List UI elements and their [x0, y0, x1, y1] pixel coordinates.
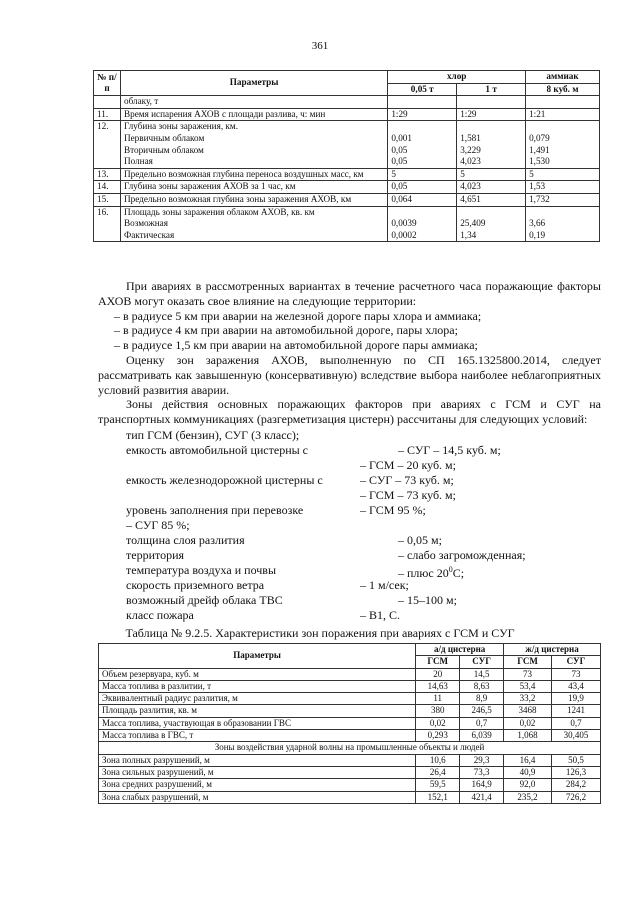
row-value: 0,7 [460, 717, 504, 729]
row-value-chlor-1: 1:29 [457, 108, 526, 121]
condition-value: – 0,05 м; [398, 532, 442, 547]
col-sug-header: СУГ [552, 656, 601, 668]
row-value: 53,4 [504, 680, 552, 692]
row-value: 284,2 [552, 779, 601, 791]
condition-value: – СУГ – 14,5 куб. м; [398, 442, 501, 457]
col-ammonia-sub: 8 куб. м [526, 83, 600, 96]
condition-value: – 1 м/сек; [360, 577, 409, 592]
row-param: Предельно возможная глубина зоны заражения АХОВ, км [120, 193, 387, 206]
section-row [99, 742, 601, 754]
paragraph: При авариях в рассмотренных вариантах в течение расчетного часа поражающие факторы АХОВ могут оказать свое влияние на следующие территории: [98, 279, 601, 308]
table-row [99, 791, 601, 803]
row-number: 15. [94, 193, 121, 206]
row-value-chlor-005: 0,064 [388, 193, 457, 206]
condition-label: скорость приземного ветра [126, 577, 265, 592]
row-param: Эквивалентный радиус разлития, м [99, 693, 416, 705]
col-chlor-sub2: 1 т [457, 83, 526, 96]
table-row [99, 680, 601, 692]
row-value: 421,4 [460, 791, 504, 803]
col-sug-header: СУГ [460, 656, 504, 668]
conditions-list [98, 428, 601, 623]
condition-label: класс пожара [126, 607, 194, 622]
row-value: 10,6 [416, 754, 460, 766]
row-param: Зона полных разрушений, м [99, 754, 416, 766]
table-row [99, 668, 601, 680]
row-value: 152,1 [416, 791, 460, 803]
row-param: Масса топлива в разлитии, т [99, 680, 416, 692]
table-row [99, 754, 601, 766]
condition-value: – ГСМ 95 %; [360, 502, 426, 517]
row-value-chlor-005: 0,05 [388, 181, 457, 194]
condition-value: – ГСМ – 20 куб. м; [360, 457, 456, 472]
table-row [94, 168, 600, 181]
col-num-header: № п/п [94, 71, 121, 96]
row-value: 380 [416, 705, 460, 717]
row-value-chlor-005: 5 [388, 168, 457, 181]
table-header-row [99, 644, 601, 656]
row-value: 50,5 [552, 754, 601, 766]
condition-value: – СУГ 85 %; [126, 517, 190, 532]
row-value: 73,3 [460, 766, 504, 778]
table-row [94, 206, 600, 242]
row-value: 16,4 [504, 754, 552, 766]
condition-label: емкость железнодорожной цистерны с [126, 472, 323, 487]
col-params-header: Параметры [99, 644, 416, 669]
condition-row [98, 503, 601, 518]
row-value: 0,02 [416, 717, 460, 729]
condition-label: возможный дрейф облака ТВС [126, 592, 283, 607]
row-value: 6,039 [460, 730, 504, 742]
row-value: 1241 [552, 705, 601, 717]
row-value-ammonia: 1:21 [526, 108, 600, 121]
row-number: 14. [94, 181, 121, 194]
row-value: 14,5 [460, 668, 504, 680]
condition-row [98, 428, 601, 443]
condition-label: температура воздуха и почвы [126, 562, 277, 577]
table-row [94, 181, 600, 194]
row-value-ammonia: 1,732 [526, 193, 600, 206]
condition-row [98, 518, 601, 533]
row-number: 11. [94, 108, 121, 121]
section-title: Зоны воздействия ударной волны на промышленные объекты и людей [99, 742, 601, 754]
row-value: 73 [552, 668, 601, 680]
condition-value: – СУГ – 73 куб. м; [360, 472, 454, 487]
condition-value: – ГСМ – 73 куб. м; [360, 487, 456, 502]
row-value-chlor-1: 25,409 1,34 [457, 206, 526, 242]
row-value-ammonia: 0,079 1,491 1,530 [526, 121, 600, 168]
paragraph: Оценку зон заражения АХОВ, выполненную по СП 165.1325800.2014, следует рассматривать как завышенную (консервативную) вследствие выбора наиболее неблагоприятных условий развития аварии. [98, 352, 601, 397]
fuel-hazard-table [98, 643, 601, 804]
list-item: – в радиусе 1,5 км при аварии на автомобильной дороге пары аммиака; [114, 338, 478, 353]
condition-row [98, 473, 601, 488]
col-rail-header: ж/д цистерна [504, 644, 601, 656]
row-value-chlor-1: 5 [457, 168, 526, 181]
table-row [99, 730, 601, 742]
row-param: Площадь зоны заражения облаком АХОВ, кв. км Возможная Фактическая [120, 206, 387, 242]
row-number: 13. [94, 168, 121, 181]
row-value: 40,9 [504, 766, 552, 778]
row-value-chlor-1: 4,023 [457, 181, 526, 194]
row-value: 3468 [504, 705, 552, 717]
row-param: Глубина зоны заражения, км. Первичным облаком Вторичным облаком Полная [120, 121, 387, 168]
table-row [94, 108, 600, 121]
row-param: Время испарения АХОВ с площади разлива, ч: мин [120, 108, 387, 121]
row-value: 126,3 [552, 766, 601, 778]
row-value-chlor-005: 0,001 0,05 0,05 [388, 121, 457, 168]
row-value: 0,7 [552, 717, 601, 729]
table-caption: Таблица № 9.2.5. Характеристики зон поражения при авариях с ГСМ и СУГ [125, 626, 515, 640]
condition-value: – 15–100 м; [398, 592, 457, 607]
row-value: 20 [416, 668, 460, 680]
row-param: облаку, т [120, 96, 387, 109]
condition-label: уровень заполнения при перевозке [126, 502, 304, 517]
condition-row [98, 608, 601, 623]
condition-row [98, 563, 601, 578]
row-param: Объем резервуара, куб. м [99, 668, 416, 680]
row-number: 12. [94, 121, 121, 168]
row-value: 8,9 [460, 693, 504, 705]
col-auto-header: а/д цистерна [416, 644, 504, 656]
row-value-ammonia: 1,53 [526, 181, 600, 194]
condition-label: территория [126, 547, 185, 562]
condition-value: – плюс $20^0С$; [398, 564, 465, 580]
condition-row [98, 458, 601, 473]
table-row [99, 779, 601, 791]
row-value: 92,0 [504, 779, 552, 791]
condition-row [98, 593, 601, 608]
row-value-chlor-005: 0,0039 0,0002 [388, 206, 457, 242]
condition-row [98, 533, 601, 548]
condition-row [98, 548, 601, 563]
row-value: 235,2 [504, 791, 552, 803]
body-text [98, 279, 601, 623]
col-gsm-header: ГСМ [504, 656, 552, 668]
row-value-chlor-1: 1,581 3,229 4,023 [457, 121, 526, 168]
condition-label: емкость автомобильной цистерны с [126, 442, 309, 457]
row-value: 43,4 [552, 680, 601, 692]
row-value: 14,63 [416, 680, 460, 692]
row-param: Масса топлива в ГВС, т [99, 730, 416, 742]
paragraph: Зоны действия основных поражающих факторов при авариях с ГСМ и СУГ на транспортных коммуникациях (разгерметизация цистерн) рассчитаны для следующих условий: [98, 397, 601, 427]
row-value: 29,3 [460, 754, 504, 766]
table-row [94, 121, 600, 168]
col-chlor-header: хлор [388, 71, 526, 84]
row-value: 164,9 [460, 779, 504, 791]
condition-label: толщина слоя разлития [126, 532, 245, 547]
row-value: 73 [504, 668, 552, 680]
row-value: 59,5 [416, 779, 460, 791]
table-row [94, 96, 600, 109]
row-value: 0,293 [416, 730, 460, 742]
row-value-ammonia: 3,66 0,19 [526, 206, 600, 242]
list-item: – в радиусе 5 км при аварии на железной дороге пары хлора и аммиака; [114, 308, 482, 323]
table-row [99, 705, 601, 717]
row-value: 26,4 [416, 766, 460, 778]
condition-label: тип ГСМ (бензин), СУГ (3 класс); [126, 427, 300, 442]
row-param: Глубина зоны заражения АХОВ за 1 час, км [120, 181, 387, 194]
col-gsm-header: ГСМ [416, 656, 460, 668]
row-value: 19,9 [552, 693, 601, 705]
table-row [99, 766, 601, 778]
row-value: 11 [416, 693, 460, 705]
col-chlor-sub1: 0,05 т [388, 83, 457, 96]
page-number: 361 [311, 40, 329, 52]
row-param: Зона средних разрушений, м [99, 779, 416, 791]
row-number: 16. [94, 206, 121, 242]
row-value-ammonia: 5 [526, 168, 600, 181]
row-value-chlor-005: 1:29 [388, 108, 457, 121]
list-item: – в радиусе 4 км при аварии на автомобильной дороге, пары хлора; [114, 323, 458, 338]
col-ammonia-header: аммиак [526, 71, 600, 84]
condition-value: – слабо загроможденная; [398, 547, 526, 562]
row-value: 726,2 [552, 791, 601, 803]
row-value: 1,068 [504, 730, 552, 742]
table-header-row [94, 71, 600, 84]
table-row [99, 693, 601, 705]
col-params-header: Параметры [120, 71, 387, 96]
row-value-chlor-1: 4,651 [457, 193, 526, 206]
row-param: Зона сильных разрушений, м [99, 766, 416, 778]
row-param: Зона слабых разрушений, м [99, 791, 416, 803]
condition-row [98, 488, 601, 503]
row-value: 8,63 [460, 680, 504, 692]
row-param: Предельно возможная глубина переноса воздушных масс, км [120, 168, 387, 181]
table-row [99, 717, 601, 729]
condition-value: – В1, С. [360, 607, 401, 622]
row-value: 0,02 [504, 717, 552, 729]
chemical-hazard-table [93, 70, 600, 242]
table-row [94, 193, 600, 206]
condition-row [98, 578, 601, 593]
row-value: 30,405 [552, 730, 601, 742]
row-param: Площадь разлития, кв. м [99, 705, 416, 717]
row-value: 33,2 [504, 693, 552, 705]
condition-row [98, 443, 601, 458]
row-value: 246,5 [460, 705, 504, 717]
row-param: Масса топлива, участвующая в образовании ГВС [99, 717, 416, 729]
